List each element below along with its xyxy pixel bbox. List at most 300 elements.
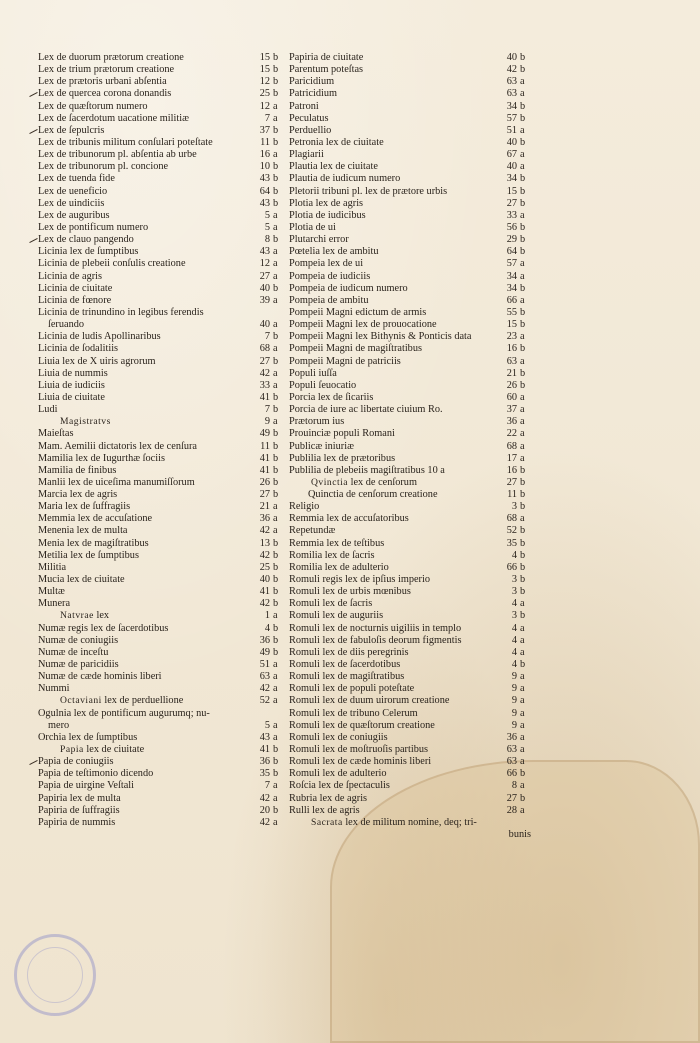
entry-text: Peculatus — [289, 112, 329, 124]
index-entry — [289, 805, 531, 817]
entry-folio-side: b — [273, 574, 279, 586]
entry-title — [289, 222, 336, 234]
entry-folio-number: 41 — [259, 744, 270, 756]
entry-folio-side: a — [273, 719, 278, 731]
entry-title — [38, 331, 161, 343]
entry-folio-side: b — [520, 561, 526, 573]
entry-text: Pompeia de iudicum numero — [289, 282, 408, 294]
entry-folio-side: b — [520, 173, 526, 185]
entry-folio-number: 9 — [511, 707, 517, 719]
entry-title — [289, 125, 331, 137]
entry-folio-side: a — [520, 622, 525, 634]
entry-title — [38, 161, 168, 173]
entry-title — [38, 453, 165, 465]
entry-title — [38, 392, 105, 404]
index-entry — [38, 210, 284, 222]
entry-title — [289, 52, 363, 64]
margin-tick-mark — [29, 92, 37, 97]
entry-folio-side: a — [273, 501, 278, 513]
entry-folio-number: 43 — [259, 731, 270, 743]
entry-text: Liuia de nummis — [38, 367, 108, 379]
index-entry — [289, 513, 531, 525]
entry-folio-side: a — [520, 452, 525, 464]
entry-text: Romuli lex de quæſtorum creatione — [289, 719, 435, 731]
entry-folio-side: b — [273, 440, 279, 452]
entry-title — [289, 805, 360, 817]
entry-title — [289, 246, 379, 258]
entry-title — [289, 708, 418, 720]
entry-title — [289, 416, 344, 428]
entry-folio-number: 5 — [264, 209, 270, 221]
index-entry — [38, 477, 284, 489]
entry-text: Romuli lex de adulterio — [289, 768, 387, 780]
entry-text: Lex de ueneficio — [38, 185, 108, 197]
index-entry — [289, 173, 531, 185]
entry-title — [38, 295, 111, 307]
index-entry — [289, 343, 531, 355]
index-entry — [38, 586, 284, 598]
entry-folio-side: b — [273, 561, 279, 573]
entry-title — [289, 610, 383, 622]
entry-title — [289, 101, 319, 113]
entry-title — [289, 149, 324, 161]
entry-folio-side: b — [273, 537, 279, 549]
entry-folio-side: a — [520, 428, 525, 440]
entry-folio-number: 67 — [506, 149, 517, 161]
entry-text: Romuli lex de fabuloſis deorum figmentis — [289, 634, 462, 646]
entry-folio-number: 68 — [259, 343, 270, 355]
entry-text: Lex de duorum prætorum creatione — [38, 52, 184, 63]
entry-title — [38, 562, 66, 574]
entry-title — [289, 186, 447, 198]
entry-title — [48, 720, 69, 732]
entry-folio-side: a — [520, 331, 525, 343]
entry-folio-number: 52 — [259, 695, 270, 707]
entry-folio-number: 41 — [259, 391, 270, 403]
entry-folio-side: a — [520, 161, 525, 173]
entry-folio-side: b — [273, 489, 279, 501]
entry-text: Pompeia lex de ui — [289, 258, 364, 270]
entry-folio-side: b — [273, 136, 279, 148]
index-entry — [289, 708, 531, 720]
entry-folio-side: b — [273, 76, 279, 88]
index-entry — [289, 125, 531, 137]
entry-text: Repetundæ — [289, 525, 336, 537]
entry-folio-number: 36 — [259, 634, 270, 646]
entry-title — [38, 380, 105, 392]
entry-folio-side: b — [273, 161, 279, 173]
entry-folio-side: b — [520, 343, 526, 355]
index-entry — [38, 198, 284, 210]
entry-title — [38, 586, 65, 598]
entry-text: Licinia de ciuitate — [38, 282, 113, 294]
entry-text: Lex de tuenda fide — [38, 173, 115, 185]
entry-folio-side: b — [520, 234, 526, 246]
entry-folio-number: 40 — [506, 52, 517, 63]
entry-text: Romuli lex de auguriis — [289, 610, 384, 622]
entry-title — [38, 76, 167, 88]
entry-text: Liuia lex de X uiris agrorum — [38, 355, 156, 367]
entry-title — [289, 768, 387, 780]
entry-folio-number: 11 — [507, 489, 517, 501]
entry-title — [311, 817, 477, 829]
entry-folio-number: 41 — [259, 452, 270, 464]
entry-text: Romuli lex de diis peregrinis — [289, 646, 409, 658]
entry-folio-number: 36 — [259, 513, 270, 525]
entry-text: Romuli lex de magiſtratibus — [289, 671, 405, 683]
entry-title — [38, 101, 148, 113]
index-entry — [289, 683, 531, 695]
entry-text: Roſcia lex de ſpectaculis — [289, 780, 390, 792]
entry-text: Romilia lex de adulterio — [289, 561, 389, 573]
entry-folio-side: a — [273, 343, 278, 355]
entry-folio-number: 27 — [506, 197, 517, 209]
entry-text: Maieſtas — [38, 428, 74, 440]
index-entry — [289, 647, 531, 659]
entry-folio-number: 63 — [506, 355, 517, 367]
index-entry — [289, 756, 531, 768]
index-entry — [289, 635, 531, 647]
entry-folio-side: b — [520, 185, 526, 197]
entry-title — [289, 307, 426, 319]
entry-title — [38, 173, 115, 185]
entry-text: lex — [96, 610, 110, 622]
index-entry — [289, 416, 531, 428]
entry-text: lex de perduellione — [104, 695, 184, 707]
entry-folio-number: 9 — [511, 671, 517, 683]
entry-text: Lex de uindiciis — [38, 197, 105, 209]
entry-folio-side: b — [273, 634, 279, 646]
entry-text: Licinia lex de ſumptibus — [38, 246, 139, 258]
index-entry — [289, 52, 531, 64]
entry-text: Pompeii Magni lex Bithynis & Ponticis data — [289, 331, 472, 343]
index-entry — [289, 283, 531, 295]
entry-title — [289, 744, 428, 756]
entry-text: Petronia lex de ciuitate — [289, 136, 384, 148]
index-entry — [289, 88, 531, 100]
entry-title — [289, 683, 414, 695]
entry-folio-number: 12 — [259, 76, 270, 88]
index-entry — [38, 380, 284, 392]
entry-folio-number: 40 — [259, 319, 270, 331]
entry-title — [289, 368, 337, 380]
entry-folio-side: a — [520, 76, 525, 88]
entry-title — [289, 562, 389, 574]
entry-title — [289, 295, 369, 307]
entry-title — [289, 210, 366, 222]
entry-folio-number: 9 — [511, 695, 517, 707]
entry-folio-number: 11 — [260, 440, 270, 452]
entry-text: Licinia de trinundino in legibus ferendis — [38, 306, 204, 318]
entry-folio-side: a — [520, 294, 525, 306]
entry-text: Munera — [38, 598, 71, 610]
entry-folio-side: a — [520, 634, 525, 646]
entry-folio-number: 9 — [511, 719, 517, 731]
entry-title — [289, 331, 471, 343]
entry-title — [38, 271, 102, 283]
entry-title — [60, 744, 144, 756]
entry-folio-number: 35 — [259, 768, 270, 780]
entry-folio-number: 7 — [264, 780, 270, 792]
entry-text: Patroni — [289, 100, 319, 112]
entry-text: Remmia lex de accuſatoribus — [289, 513, 409, 525]
entry-text: lex de ciuitate — [86, 744, 145, 756]
entry-folio-number: 4 — [511, 659, 517, 671]
entry-folio-number: 49 — [259, 428, 270, 440]
entry-text: Papia de coniugiis — [38, 756, 114, 768]
index-column-left — [38, 52, 284, 829]
entry-small-caps: Natvrae — [60, 610, 94, 622]
entry-title — [38, 793, 121, 805]
entry-title — [38, 635, 118, 647]
entry-title — [289, 404, 443, 416]
entry-folio-side: b — [273, 622, 279, 634]
entry-title — [38, 52, 184, 64]
entry-text: Numæ regis lex de ſacerdotibus — [38, 622, 169, 634]
entry-text: Populi ſeuocatio — [289, 379, 357, 391]
index-entry — [38, 768, 284, 780]
entry-title — [289, 598, 372, 610]
entry-folio-side: b — [273, 464, 279, 476]
entry-folio-number: 23 — [506, 331, 517, 343]
entry-folio-side: b — [273, 124, 279, 136]
entry-text: Orchia lex de ſumptibus — [38, 731, 138, 743]
index-entry — [38, 659, 284, 671]
index-entry — [289, 368, 531, 380]
entry-folio-side: b — [520, 319, 526, 331]
entry-title — [38, 805, 120, 817]
entry-folio-number: 16 — [259, 149, 270, 161]
entry-title — [289, 586, 411, 598]
entry-title — [289, 780, 390, 792]
entry-folio-number: 63 — [506, 88, 517, 100]
index-entry — [289, 720, 531, 732]
entry-folio-number: 36 — [506, 731, 517, 743]
index-entry — [289, 101, 531, 113]
entry-folio-side: b — [520, 659, 526, 671]
entry-title — [38, 356, 156, 368]
index-entry — [289, 562, 531, 574]
entry-folio-number: 25 — [259, 561, 270, 573]
entry-text: Romuli lex de ſacris — [289, 598, 373, 610]
index-entry — [289, 149, 531, 161]
entry-title — [289, 501, 319, 513]
index-entry — [289, 817, 531, 829]
entry-text: Papiria de nummis — [38, 816, 116, 828]
entry-text: Pompeia de ambitu — [289, 294, 369, 306]
entry-title — [289, 465, 445, 477]
entry-text: Pletorii tribuni pl. lex de prætore urbis — [289, 185, 448, 197]
index-entry — [38, 780, 284, 792]
entry-folio-number: 27 — [506, 792, 517, 804]
entry-text: lex de militum nomine, deq; tri- — [345, 816, 477, 828]
entry-text: ſeruando — [48, 319, 85, 331]
entry-text: Ludi — [38, 404, 58, 416]
entry-folio-number: 3 — [511, 574, 517, 586]
entry-folio-number: 26 — [506, 379, 517, 391]
entry-folio-side: b — [520, 112, 526, 124]
entry-folio-number: 41 — [259, 464, 270, 476]
entry-title — [289, 635, 461, 647]
index-entry — [289, 768, 531, 780]
index-entry — [38, 453, 284, 465]
entry-folio-side: b — [273, 756, 279, 768]
entry-folio-side: b — [273, 452, 279, 464]
entry-folio-number: 7 — [264, 112, 270, 124]
entry-folio-number: 4 — [511, 634, 517, 646]
entry-text: Numæ de cæde hominis liberi — [38, 671, 162, 683]
entry-title — [38, 283, 112, 295]
entry-folio-side: b — [273, 173, 279, 185]
entry-title — [289, 271, 370, 283]
entry-title — [289, 550, 375, 562]
entry-title — [38, 501, 130, 513]
entry-text: Licinia de agris — [38, 270, 103, 282]
entry-folio-number: 5 — [264, 719, 270, 731]
entry-text: Lex de clauo pangendo — [38, 234, 134, 246]
entry-text: Pœtelia lex de ambitu — [289, 246, 379, 258]
entry-title — [289, 695, 449, 707]
entry-title — [311, 477, 417, 489]
entry-text: Romuli lex de cæde hominis liberi — [289, 756, 432, 768]
entry-folio-number: 42 — [259, 792, 270, 804]
entry-text: Licinia de ludis Apollinaribus — [38, 331, 161, 343]
entry-folio-side: b — [520, 489, 526, 501]
entry-title — [38, 368, 108, 380]
entry-folio-side: a — [273, 294, 278, 306]
index-entry — [38, 562, 284, 574]
entry-text: Parentum poteſtas — [289, 64, 364, 76]
index-entry — [38, 805, 284, 817]
index-entry — [38, 550, 284, 562]
entry-folio-number: 4 — [511, 549, 517, 561]
entry-title — [38, 198, 104, 210]
entry-folio-side: b — [273, 428, 279, 440]
index-entry — [38, 817, 284, 829]
entry-title — [289, 441, 354, 453]
index-entry — [38, 307, 284, 319]
entry-title — [289, 198, 363, 210]
entry-title — [289, 720, 435, 732]
index-entry — [289, 793, 531, 805]
entry-folio-number: 9 — [511, 683, 517, 695]
index-entry — [289, 465, 531, 477]
entry-text: Publilia lex de prætoribus — [289, 452, 396, 464]
index-entry — [289, 453, 531, 465]
entry-folio-side: a — [520, 731, 525, 743]
entry-text: Lex de quercea corona donandis — [38, 88, 172, 100]
index-entry — [289, 271, 531, 283]
entry-text: Lex de trium prætorum creatione — [38, 64, 175, 76]
entry-folio-side: a — [273, 221, 278, 233]
index-entry — [38, 246, 284, 258]
entry-title — [289, 392, 373, 404]
entry-text: Licinia de ſodalitiis — [38, 343, 119, 355]
entry-text: Prætorum ius — [289, 416, 345, 428]
entry-folio-number: 10 — [259, 161, 270, 173]
entry-folio-number: 68 — [506, 440, 517, 452]
entry-folio-side: b — [273, 804, 279, 816]
index-entry — [38, 271, 284, 283]
index-entry — [289, 477, 531, 489]
entry-folio-side: b — [273, 331, 279, 343]
index-entry — [38, 489, 284, 501]
entry-title — [38, 768, 153, 780]
entry-folio-side: b — [273, 88, 279, 100]
entry-text: Publilia de plebeiis magiſtratibus 10 a — [289, 464, 445, 476]
entry-title — [38, 598, 70, 610]
index-entry — [289, 234, 531, 246]
index-entry — [289, 307, 531, 319]
entry-folio-number: 36 — [259, 756, 270, 768]
entry-folio-side: b — [520, 501, 526, 513]
index-entry — [289, 356, 531, 368]
entry-folio-side: b — [273, 234, 279, 246]
entry-folio-number: 36 — [506, 416, 517, 428]
entry-title — [289, 756, 431, 768]
entry-folio-number: 21 — [259, 501, 270, 513]
entry-folio-side: a — [520, 756, 525, 768]
entry-folio-side: a — [520, 416, 525, 428]
entry-folio-side: a — [273, 319, 278, 331]
index-entry — [289, 623, 531, 635]
entry-folio-side: b — [520, 610, 526, 622]
entry-text: Papiria lex de multa — [38, 792, 121, 804]
index-entry — [289, 392, 531, 404]
entry-folio-number: 60 — [506, 391, 517, 403]
entry-folio-side: a — [273, 367, 278, 379]
index-entry — [289, 258, 531, 270]
entry-title — [289, 137, 384, 149]
entry-folio-side: b — [273, 768, 279, 780]
entry-text: Nummi — [38, 683, 70, 695]
entry-folio-number: 15 — [259, 52, 270, 63]
entry-title — [60, 610, 109, 622]
index-entry — [38, 416, 284, 428]
entry-text: Licinia de plebeii conſulis creatione — [38, 258, 186, 270]
entry-title — [289, 671, 404, 683]
entry-small-caps: Qvinctia — [311, 476, 349, 488]
index-entry — [289, 489, 531, 501]
entry-folio-number: 63 — [259, 671, 270, 683]
index-entry — [38, 125, 284, 137]
entry-folio-number: 40 — [259, 282, 270, 294]
entry-folio-number: 4 — [511, 646, 517, 658]
index-entry — [38, 101, 284, 113]
entry-folio-side: b — [520, 136, 526, 148]
entry-text: Papia de uirgine Veſtali — [38, 780, 134, 792]
entry-folio-number: 27 — [506, 476, 517, 488]
entry-title — [38, 441, 197, 453]
entry-folio-side: a — [520, 707, 525, 719]
entry-folio-number: 17 — [506, 452, 517, 464]
entry-folio-side: b — [520, 52, 526, 63]
index-entry — [38, 610, 284, 622]
entry-title — [38, 550, 139, 562]
entry-folio-side: b — [520, 464, 526, 476]
entry-text: Publicæ iniuriæ — [289, 440, 354, 452]
entry-folio-number: 7 — [264, 331, 270, 343]
index-entry — [289, 198, 531, 210]
entry-folio-side: b — [273, 52, 279, 63]
entry-small-caps: Papia — [60, 744, 84, 756]
entry-text: Plautia lex de ciuitate — [289, 161, 378, 173]
entry-folio-side: a — [273, 112, 278, 124]
entry-folio-side: a — [520, 149, 525, 161]
entry-text: Papiria de ciuitate — [289, 52, 364, 63]
entry-title — [38, 222, 148, 234]
entry-folio-number: 64 — [259, 185, 270, 197]
